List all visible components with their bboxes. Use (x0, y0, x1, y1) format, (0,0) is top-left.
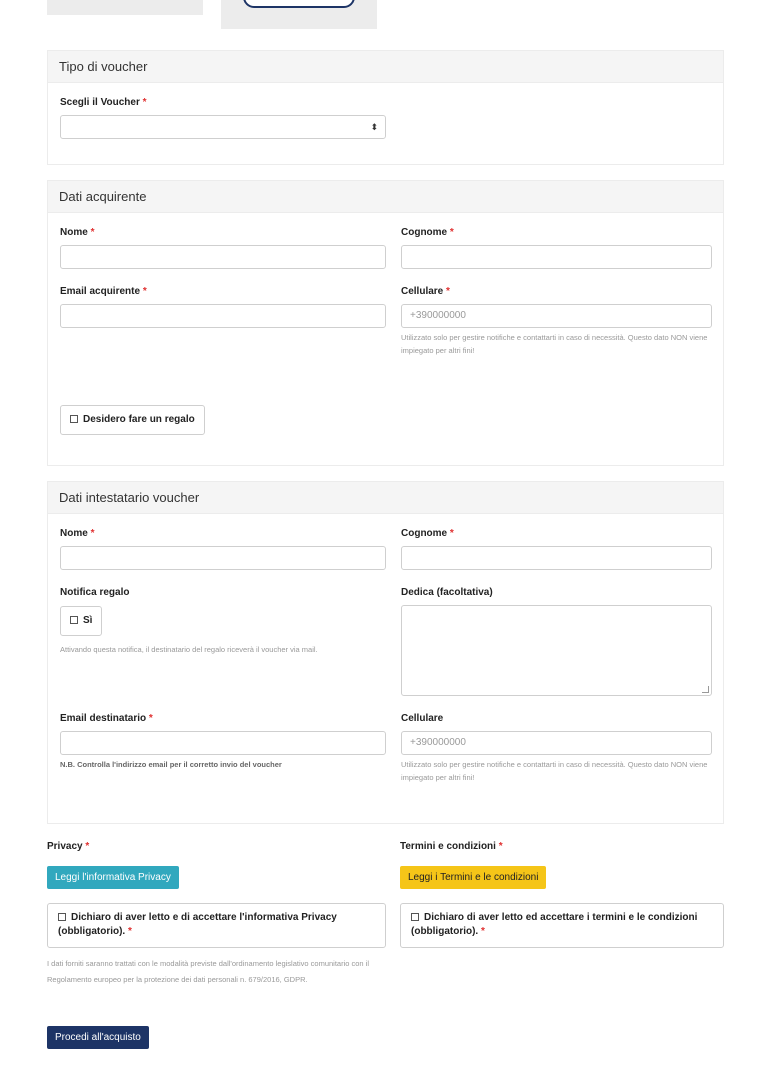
buyer-email-label: Email acquirente * (60, 286, 147, 297)
buyer-phone-input[interactable]: +390000000 (401, 304, 712, 328)
checkbox-icon (70, 415, 78, 423)
checkbox-icon (58, 913, 66, 921)
voucher-section-title: Tipo di voucher (48, 51, 723, 83)
dedication-textarea[interactable] (401, 605, 712, 696)
buyer-last-name-input[interactable] (401, 245, 712, 269)
buyer-first-name-label: Nome * (60, 227, 95, 238)
privacy-disclaimer: I dati forniti saranno trattati con le modalità previste dall'ordinamento legislativo comunitario con il Regolamento europeo per la protezione dei dati personali n. 679/2016, GDPR. (47, 959, 370, 984)
buyer-section (47, 180, 724, 466)
holder-first-name-input[interactable] (60, 546, 386, 570)
recipient-email-input[interactable] (60, 731, 386, 755)
voucher-select-label: Scegli il Voucher * (60, 97, 147, 108)
checkbox-icon (411, 913, 419, 921)
notify-label: Notifica regalo (60, 587, 130, 598)
privacy-read-button[interactable]: Leggi l'informativa Privacy (47, 866, 179, 889)
top-panel-right (221, 0, 377, 29)
holder-last-name-label: Cognome * (401, 528, 454, 539)
recipient-email-note: N.B. Controlla l'indirizzo email per il corretto invio del voucher (60, 760, 282, 769)
dedication-label: Dedica (facoltativa) (401, 587, 493, 598)
voucher-section (47, 50, 724, 165)
buyer-phone-help: Utilizzato solo per gestire notifiche e contattarti in caso di necessità. Questo dato NON viene impiegato per altri fini! (401, 333, 708, 355)
holder-phone-help: Utilizzato solo per gestire notifiche e contattarti in caso di necessità. Questo dato NON viene impiegato per altri fini! (401, 760, 708, 782)
checkbox-icon (70, 616, 78, 624)
holder-first-name-label: Nome * (60, 528, 95, 539)
recipient-email-label: Email destinatario * (60, 713, 153, 724)
notify-help: Attivando questa notifica, il destinatario del regalo riceverà il voucher via mail. (60, 645, 318, 654)
gift-checkbox[interactable]: Desidero fare un regalo (60, 405, 205, 435)
submit-button[interactable]: Procedi all'acquisto (47, 1026, 149, 1049)
holder-phone-input[interactable]: +390000000 (401, 731, 712, 755)
terms-consent-checkbox[interactable]: Dichiaro di aver letto ed accettare i termini e le condizioni (obbligatorio). * (400, 903, 724, 948)
top-pill-button[interactable] (243, 0, 355, 8)
notify-checkbox[interactable]: Sì (60, 606, 102, 636)
buyer-last-name-label: Cognome * (401, 227, 454, 238)
top-panel-left (47, 0, 203, 15)
buyer-first-name-input[interactable] (60, 245, 386, 269)
terms-label: Termini e condizioni * (400, 841, 503, 852)
voucher-select[interactable] (60, 115, 386, 139)
buyer-section-title: Dati acquirente (48, 181, 723, 213)
holder-section (47, 481, 724, 824)
holder-phone-label: Cellulare (401, 713, 444, 724)
holder-section-title: Dati intestatario voucher (48, 482, 723, 514)
holder-last-name-input[interactable] (401, 546, 712, 570)
privacy-label: Privacy * (47, 841, 90, 852)
buyer-phone-label: Cellulare * (401, 286, 450, 297)
privacy-consent-checkbox[interactable]: Dichiaro di aver letto e di accettare l'informativa Privacy (obbligatorio). * (47, 903, 386, 948)
buyer-email-input[interactable] (60, 304, 386, 328)
terms-read-button[interactable]: Leggi i Termini e le condizioni (400, 866, 546, 889)
